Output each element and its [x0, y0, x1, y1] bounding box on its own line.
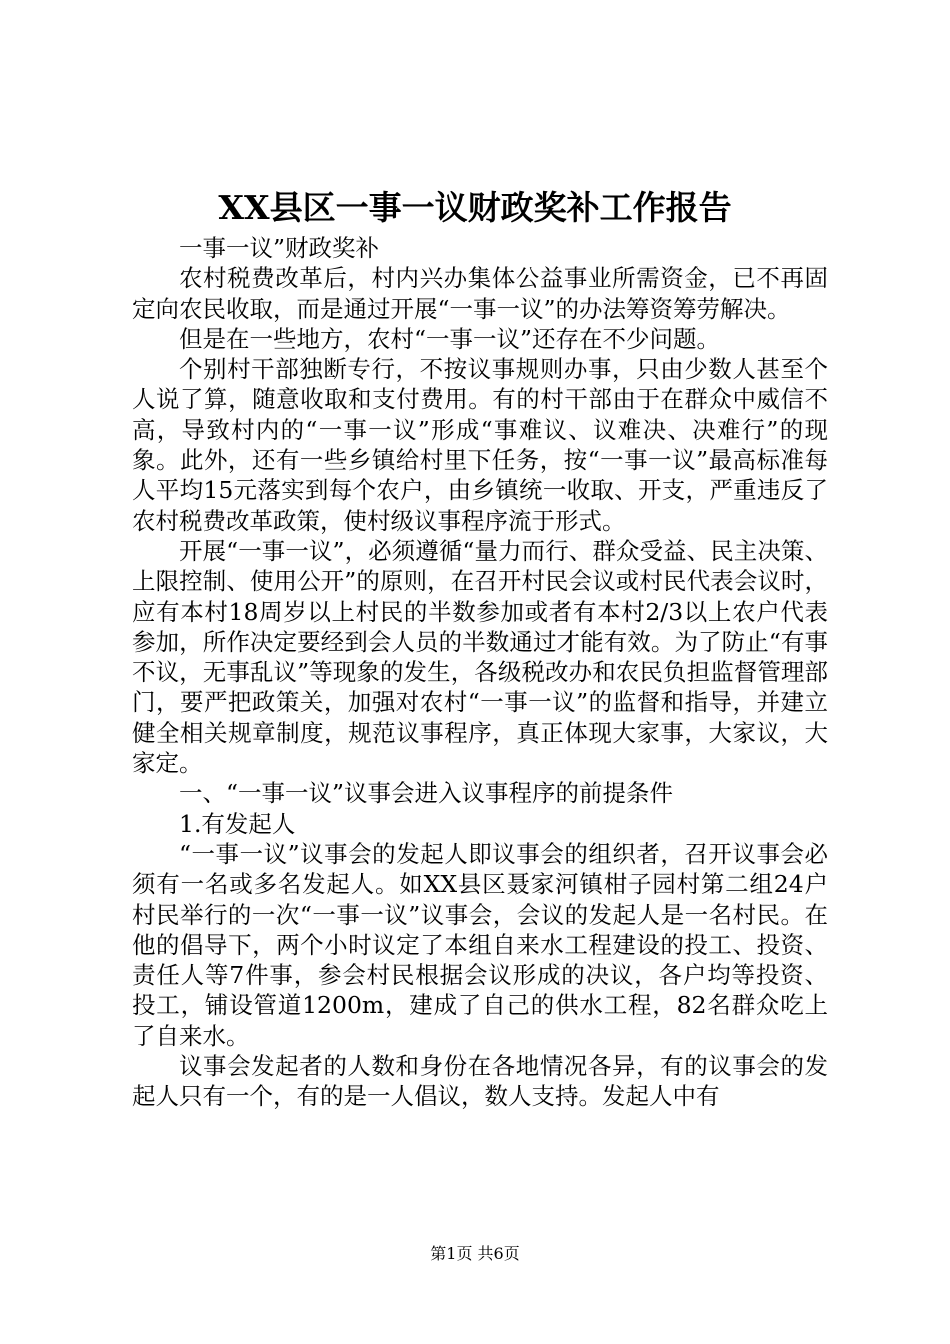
- paragraph: 个别村干部独断专行，不按议事规则办事，只由少数人甚至个人说了算，随意收取和支付费用。有的村干部由于在群众中威信不高，导致村内的“一事一议”形成“事难议、议难决、决难行”的现象。此外，还有一些乡镇给村里下任务，按“一事一议”最高标准每人平均15元落实到每个农户，由乡镇统一收取、开支，严重违反了农村税费改革政策，使村级议事程序流于形式。: [132, 355, 828, 535]
- paragraph: 议事会发起者的人数和身份在各地情况各异，有的议事会的发起人只有一个，有的是一人倡议，数人支持。发起人中有: [132, 1052, 828, 1111]
- paragraph: 开展“一事一议”，必须遵循“量力而行、群众受益、民主决策、上限控制、使用公开”的原则，在召开村民会议或村民代表会议时，应有本村18周岁以上村民的半数参加或者有本村2/3以上农户代表参加，所作决定要经到会人员的半数通过才能有效。为了防止“有事不议，无事乱议”等现象的发生，各级税改办和农民负担监督管理部门，要严把政策关，加强对农村“一事一议”的监督和指导，并建立健全相关规章制度，规范议事程序，真正体现大家事，大家议，大家定。: [132, 536, 828, 778]
- document-body: [132, 233, 828, 1112]
- subsection-heading: 1.有发起人: [179, 809, 296, 838]
- paragraph-subtitle: 一事一议”财政奖补: [179, 234, 380, 262]
- section-heading: 一、“一事一议”议事会进入议事程序的前提条件: [179, 779, 674, 808]
- paragraph: 农村税费改革后，村内兴办集体公益事业所需资金，已不再固定向农民收取，而是通过开展“一事一议”的办法筹资筹劳解决。: [132, 264, 828, 323]
- paragraph: “一事一议”议事会的发起人即议事会的组织者，召开议事会必须有一名或多名发起人。如XX县区聂家河镇柑子园村第二组24户村民举行的一次“一事一议”议事会，会议的发起人是一名村民。在他的倡导下，两个小时议定了本组自来水工程建设的投工、投资、责任人等7件事，参会村民根据会议形成的决议，各户均等投资、投工，铺设管道1200m，建成了自己的供水工程，82名群众吃上了自来水。: [132, 839, 828, 1050]
- page-footer: 第1页 共6页: [430, 1244, 520, 1263]
- paragraph: 但是在一些地方，农村“一事一议”还存在不少问题。: [179, 324, 721, 353]
- document-title: XX县区一事一议财政奖补工作报告: [218, 188, 732, 227]
